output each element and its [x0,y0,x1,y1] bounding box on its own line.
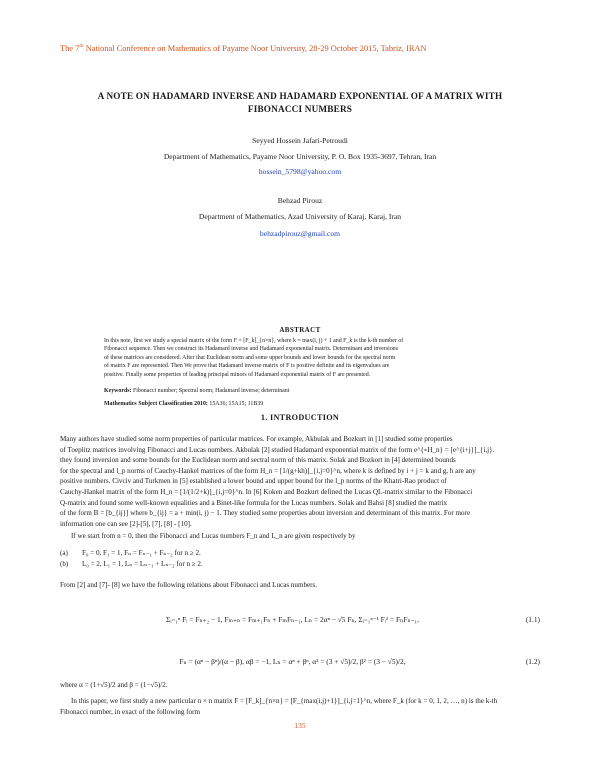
abstract-line: of matrix F are represented. Then We prove that Hadamard inverse matrix of F is positive definite and its eigenvalues are [104,363,390,370]
author-affiliation: Department of Mathematics, Azad University of Karaj, Karaj, Iran [198,212,402,221]
intro-paragraph [60,696,540,717]
equation-expression: Fₙ = (αⁿ − βⁿ)/(α − β), αβ = −1, Lₙ = αⁿ + βⁿ, α² = (3 + √5)/2, β² = (3 − √5)/2, [179,657,406,666]
author-name: Behzad Pirouz [277,196,323,205]
intro-paragraph: If we start from n = 0, then the Fibonacci and Lucas numbers F_n and L_n are given respectively by [71,532,356,540]
intro-paragraph: From [2] and [7]- [8] we have the following relations about Fibonacci and Lucas numbers. [60,581,318,589]
text-line: information one can see [2]-[5], [7], [8] - [10]. [60,519,192,528]
title-line-2: FIBONACCI NUMBERS [247,103,353,114]
author-email-link[interactable]: hossein_5798@yahoo.com [258,167,342,176]
abstract-line: of these matrices are considered. After that Euclidean norm and some upper bounds and lower bounds for the spectral norm [104,354,396,361]
abstract-heading: ABSTRACT [279,326,321,334]
abstract-body [104,337,496,379]
paper-title [40,90,560,115]
section-heading: 1. INTRODUCTION [260,413,340,422]
equation-number: (1.1) [525,615,540,624]
text-line: Q-matrix and found some well-known equalities and a Binet-like formula for the Lucas numbers. Solak and Bahsi [8] studied the matrix [60,498,448,507]
author-name: Seyyed Hossein Jafari-Petroudi [252,136,348,145]
text-line: of Toeplitz matrices involving Fibonacci and Lucas numbers. Akbulak [2] studied Hadamard exponential matrix of the form e^{∘H_n} = [e^{i+j}]_{i,j}. [60,445,495,454]
abstract-line: Fibonacci sequence. Then we construct its Hadamard inverse and Hadamard exponential matrix. Determinant and inversions [104,346,398,353]
equation-number: (1.2) [525,657,540,666]
keywords: Keywords: Fibonacci number; Spectral norm; Hadamard inverse; determinant [104,388,290,394]
page-number: 135 [294,721,306,730]
text-line: they found inversion and some bounds for the Euclidean norm and sectral norm of this matrix. Solak and Bozkort in [4] determined bounds [60,456,456,465]
text-line: In this paper, we first study a new particular n × n matrix F = [F_k]_{n×n} = [F_{max(i,j)+1}]_{i,j=1}^n, where F_k (for k = 0, 1, 2, …, n) is the k-th [71,697,498,705]
text-line: for the spectral and l_p norms of Cauchy-Hankel matrices of the form H_n = [1/(g+kh)]_{i,j=0}^n, where k is defined by i + j = k and g, h are any [60,466,476,475]
author-affiliation: Department of Mathematics, Payame Noor University, P. O. Box 1935-3697, Tehran, Iran [163,152,437,161]
intro-paragraph [60,434,540,529]
abstract-line: positive. Finally some properties of leading principal minors of Hadamard exponential matrix of F are presented. [104,371,371,378]
conference-header: The 7th National Conference on Mathematics of Payame Noor University, 28-29 October 2015, Tabriz, IRAN [60,43,427,53]
list-item: (a) F₀ = 0, F₁ = 1, Fₙ = Fₙ₋₁ + Fₙ₋₂ for n ≥ 2. [60,549,201,557]
author-email-link[interactable]: behzadpirouz@gmail.com [259,229,341,238]
title-line-1: A NOTE ON HADAMARD INVERSE AND HADAMARD EXPONENTIAL OF A MATRIX WITH [97,91,503,101]
equation-expression: Σᵢ₌₁ⁿ Fᵢ = Fₙ₊₂ − 1, Fₘ₊ₙ = Fₘ₊₁Fₙ + FₘFₙ₋₁, Lₙ = 2αⁿ − √5 Fₙ, Σᵢ₌₁ⁿ⁻¹ Fᵢ² = FₙFₙ₋₁, [166,615,419,624]
definition-list [60,548,540,569]
text-line: Many authors have studied some norm properties of particular matrices. For example, Akbulak and Bozkurt in [1] studied some properties [60,435,453,443]
text-line: Cauchy-Hankel matrix of the form H_n = [1/(1/2+k)]_{i,j=0}^n. In [6] Koken and Bozkurt defined the Lucas QL-matrix similar to the Fibonacci [60,487,473,496]
abstract-line: In this note, first we study a special matrix of the form F = [F_k]_{n×n}, where k = max(i, j) + 1 and F_k is the k-th number of [104,338,404,344]
text-line: Fibonacci number, in exact of the following form [60,707,200,716]
msc-classification: Mathematics Subject Classification 2010: 15A36; 15A15; 11B39 [104,401,264,407]
text-line: positive numbers. Civciv and Turkmen in [5] established a lower bound and upper bound for the l_p norms of the Khatri-Rao product of [60,477,447,486]
list-item: (b) L₀ = 2, L₁ = 1, Lₙ = Lₙ₋₁ + Lₙ₋₂ for n ≥ 2. [60,559,203,568]
intro-paragraph: where α = (1+√5)/2 and β = (1−√5)/2. [60,681,168,689]
text-line: of the form B = [b_{ij}] where b_{ij} = a + min(i, j) − 1. They studied some properties about inversion and determinant of this matrix. For more [60,509,471,518]
